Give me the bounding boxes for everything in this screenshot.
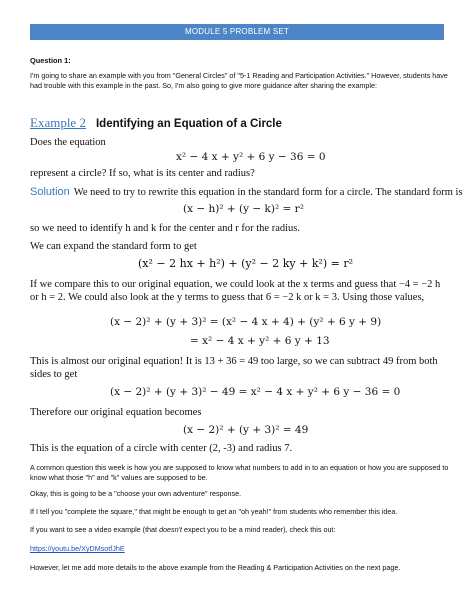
guidance-paragraph-4 [30,525,335,535]
module-title-banner: MODULE 5 PROBLEM SET [30,24,444,40]
compare-text: If we compare this to our original equation, we could look at the x terms and guess that −4 = −2 h or h = 2. We could also look at the y terms to guess that 6 = −2 k or k = 3. Using those values, [30,279,441,303]
video-link-line [30,544,125,554]
guidance-paragraph-2: Okay, this is going to be a "choose your own adventure" response. [30,489,242,498]
equation-standard-form: (x − h)² + (y − k)² = r² [183,203,304,215]
equation-substitution-2: = x² − 4 x + y² + 6 y + 13 [190,335,330,347]
example-title: Identifying an Equation of a Circle [95,118,282,130]
equation-original: x² − 4 x + y² + 6 y − 36 = 0 [176,151,326,163]
almost-text: This is almost our original equation! It is 13 + 36 = 49 too large, so we can subtract 49 from both sides to get [30,356,438,380]
guidance-paragraph-1: A common question this week is how you are supposed to know what numbers to add in to an equation or how you are supposed to know what those "h" and "k" values are supposed to be. [30,463,449,482]
equation-final: (x − 2)² + (y + 3)² = 49 [183,424,309,436]
example-question-text: represent a circle? If so, what is its center and radius? [30,168,255,179]
solution-text: We need to try to rewrite this equation in the standard form for a circle. The standard form is [73,187,463,198]
guidance-paragraph-5: However, let me add more details to the above example from the Reading & Participation Activities on the next page. [30,563,401,572]
video-text-emphasis: doesn't [159,525,183,534]
conclusion-text: This is the equation of a circle with center (2, -3) and radius 7. [30,443,293,454]
example-number: Example 2 [30,115,86,130]
video-text-after: expect you to be a mind reader), check this out: [182,525,336,534]
video-link[interactable]: https://youtu.be/XyDMsotfJhE [30,544,125,553]
solution-line [30,186,463,199]
equation-expanded: (x² − 2 hx + h²) + (y² − 2 ky + k²) = r² [138,257,354,270]
example-heading [30,115,282,131]
question-label: Question 1: [30,56,71,65]
question-intro: I'm going to share an example with you from "General Circles" of "5-1 Reading and Participation Activities." However, students have had trouble with this example in the past. So, I'm also going to give more guidance after sharing the example: [30,71,448,90]
expand-text: We can expand the standard form to get [30,241,197,252]
therefore-text: Therefore our original equation becomes [30,407,202,418]
video-text-before: If you want to see a video example (that [30,525,160,534]
equation-substitution-3: (x − 2)² + (y + 3)² − 49 = x² − 4 x + y² + 6 y − 36 = 0 [110,386,401,398]
solution-label: Solution [30,186,70,198]
guidance-paragraph-3: If I tell you "complete the square," that might be enough to get an "oh yeah!" from students who remember this idea. [30,507,398,516]
example-does-text: Does the equation [30,137,106,148]
equation-substitution-1: (x − 2)² + (y + 3)² = (x² − 4 x + 4) + (y² + 6 y + 9) [110,316,382,328]
identify-text: so we need to identify h and k for the center and r for the radius. [30,223,300,234]
